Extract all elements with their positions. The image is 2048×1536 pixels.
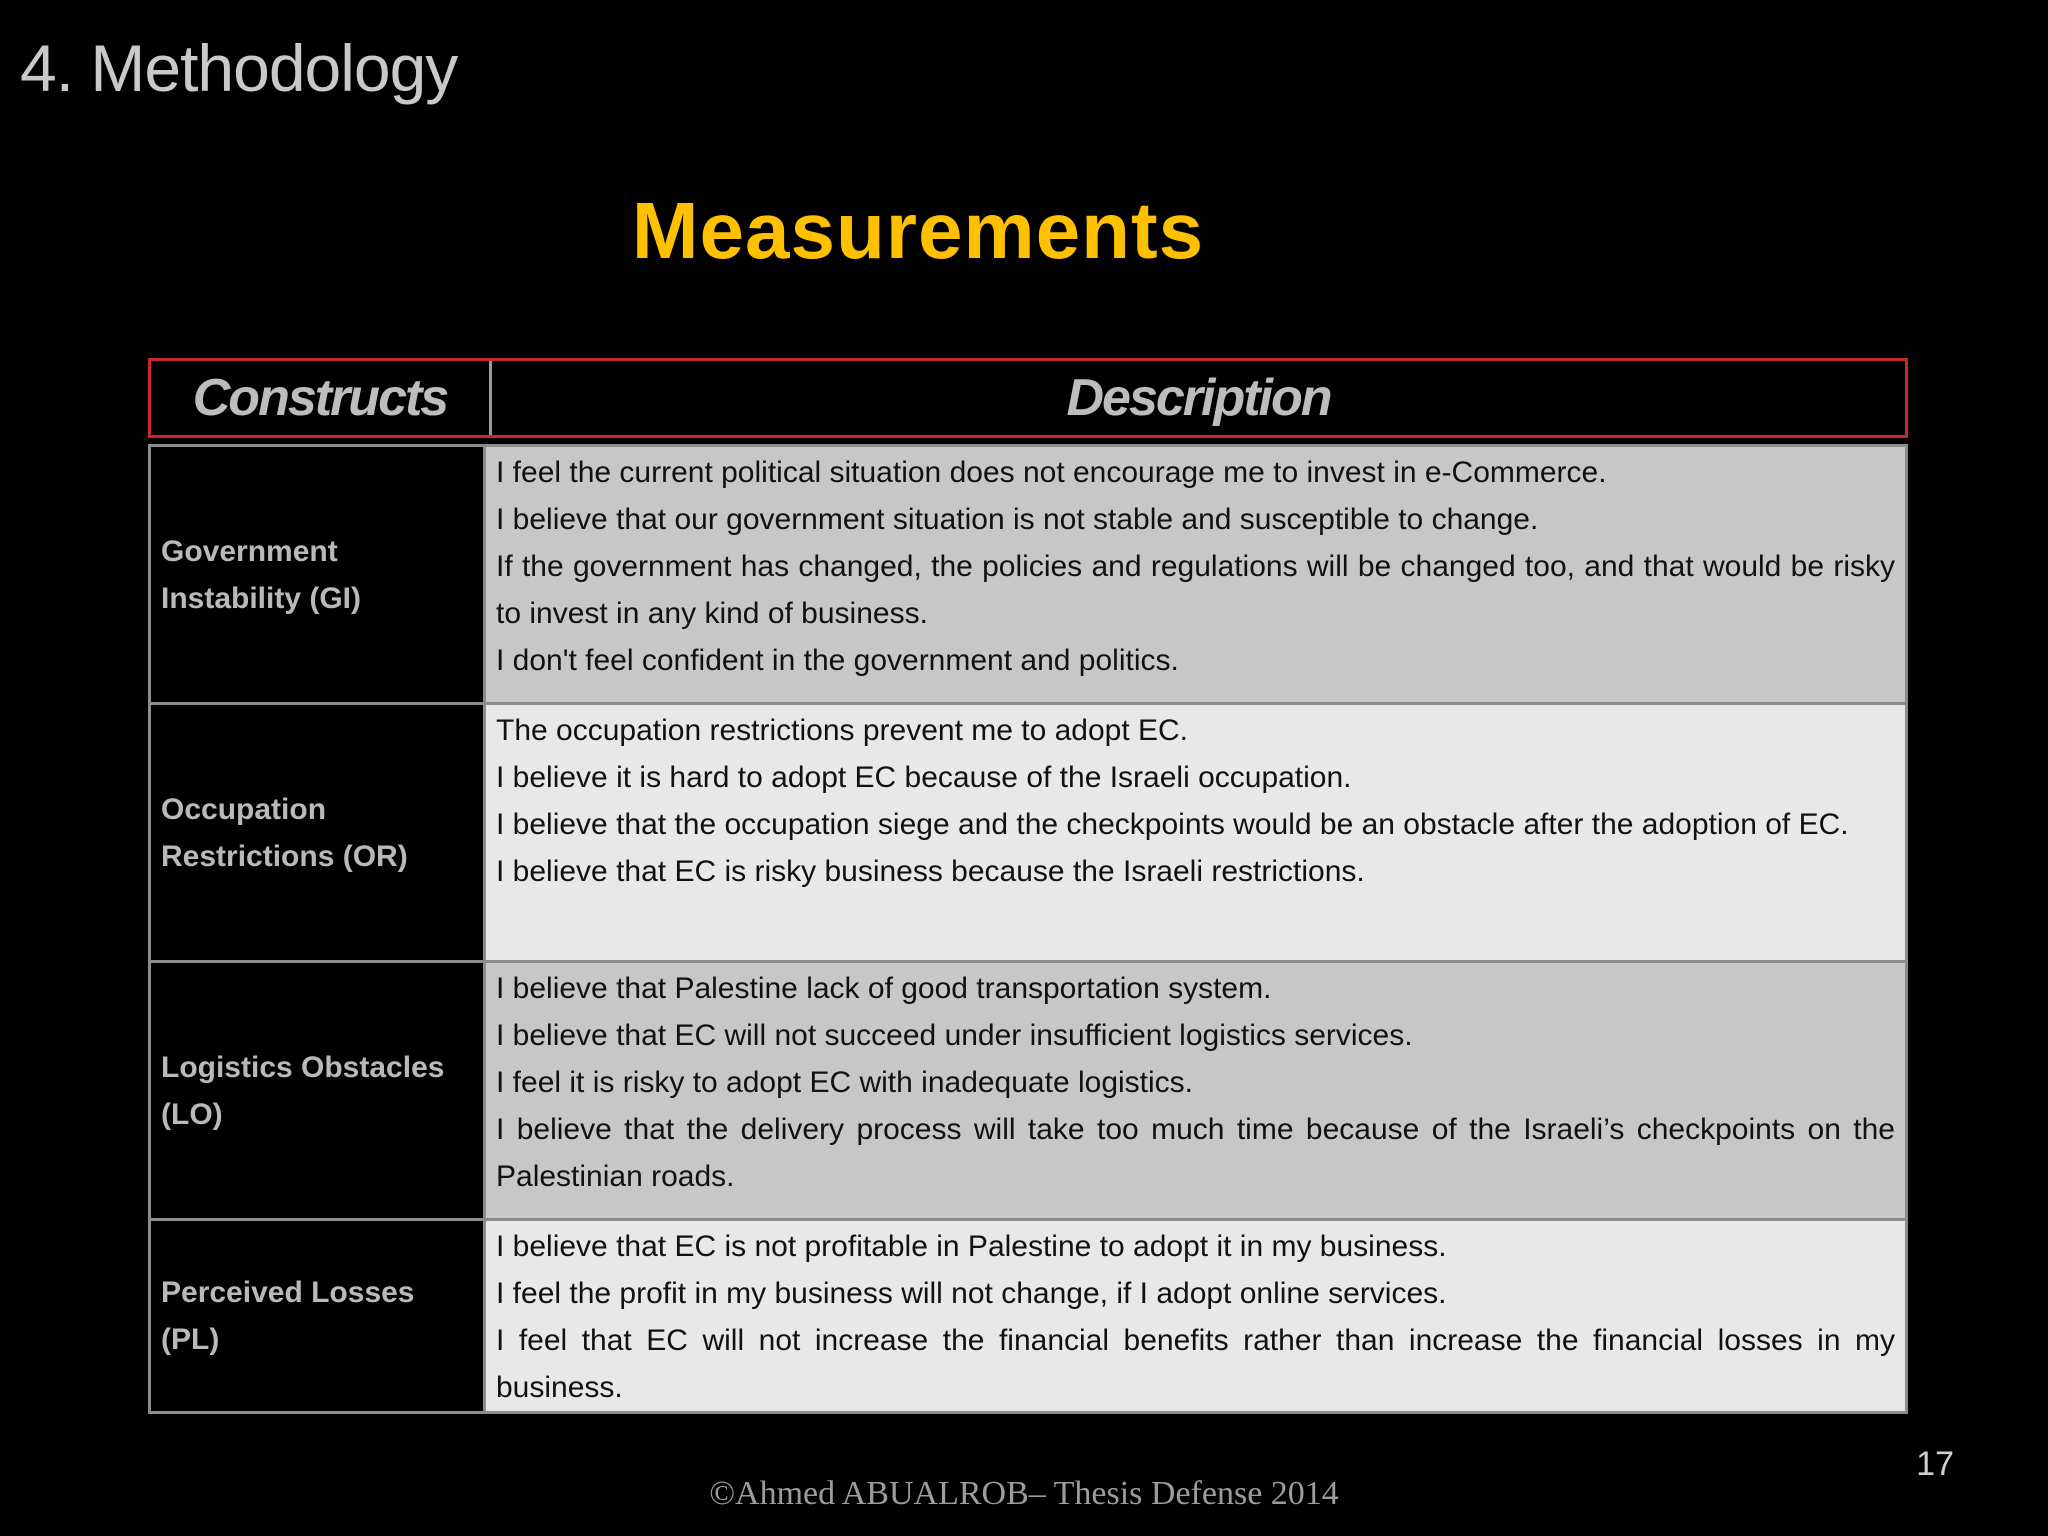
- footer-credit: ©Ahmed ABUALROB– Thesis Defense 2014: [709, 1475, 1339, 1512]
- table-body: [148, 444, 1908, 1414]
- measurements-table: [148, 358, 1908, 1414]
- description-item: I feel the current political situation does not encourage me to invest in e-Commerce.: [496, 456, 1607, 489]
- description-item: The occupation restrictions prevent me to adopt EC.: [496, 714, 1189, 747]
- page-number: 17: [1916, 1445, 1954, 1483]
- description-cell: [486, 705, 1905, 960]
- description-item: I feel the profit in my business will not change, if I adopt online services.: [496, 1277, 1447, 1310]
- description-item: I don't feel confident in the government and politics.: [496, 644, 1179, 677]
- description-item: I believe that EC is not profitable in Palestine to adopt it in my business.: [496, 1230, 1447, 1263]
- construct-cell: Occupation Restrictions (OR): [151, 705, 486, 960]
- table-header: [148, 358, 1908, 438]
- table-row: [148, 705, 1908, 963]
- table-row: [148, 1221, 1908, 1414]
- description-item: I believe that the occupation siege and the checkpoints would be an obstacle after the adoption of EC.: [496, 808, 1849, 841]
- construct-cell: Logistics Obstacles (LO): [151, 963, 486, 1218]
- column-header-constructs: Constructs: [151, 361, 492, 435]
- description-cell: [486, 963, 1905, 1218]
- description-cell: [486, 447, 1905, 702]
- table-row: [148, 963, 1908, 1221]
- slide-title: Measurements: [631, 186, 1205, 275]
- column-header-description: Description: [1066, 369, 1331, 427]
- description-item: I believe that EC is risky business because the Israeli restrictions.: [496, 855, 1365, 888]
- description-item: I believe that Palestine lack of good transportation system.: [496, 972, 1272, 1005]
- description-item: I believe that EC will not succeed under insufficient logistics services.: [496, 1019, 1413, 1052]
- description-item: If the government has changed, the policies and regulations will be changed too, and that would be risky to invest in any kind of business.: [496, 550, 1895, 630]
- description-item: I believe that our government situation is not stable and susceptible to change.: [496, 503, 1539, 536]
- table-row: [148, 447, 1908, 705]
- construct-cell: Government Instability (GI): [151, 447, 486, 702]
- section-title: 4. Methodology: [20, 31, 458, 105]
- construct-cell: Perceived Losses (PL): [151, 1221, 486, 1411]
- description-item: I believe that the delivery process will take too much time because of the Israeli’s checkpoints on the Palestinian roads.: [496, 1113, 1895, 1193]
- description-item: I believe it is hard to adopt EC because of the Israeli occupation.: [496, 761, 1352, 794]
- description-cell: [486, 1221, 1905, 1411]
- description-item: I feel that EC will not increase the financial benefits rather than increase the financial losses in my business.: [496, 1324, 1895, 1404]
- description-item: I feel it is risky to adopt EC with inadequate logistics.: [496, 1066, 1194, 1099]
